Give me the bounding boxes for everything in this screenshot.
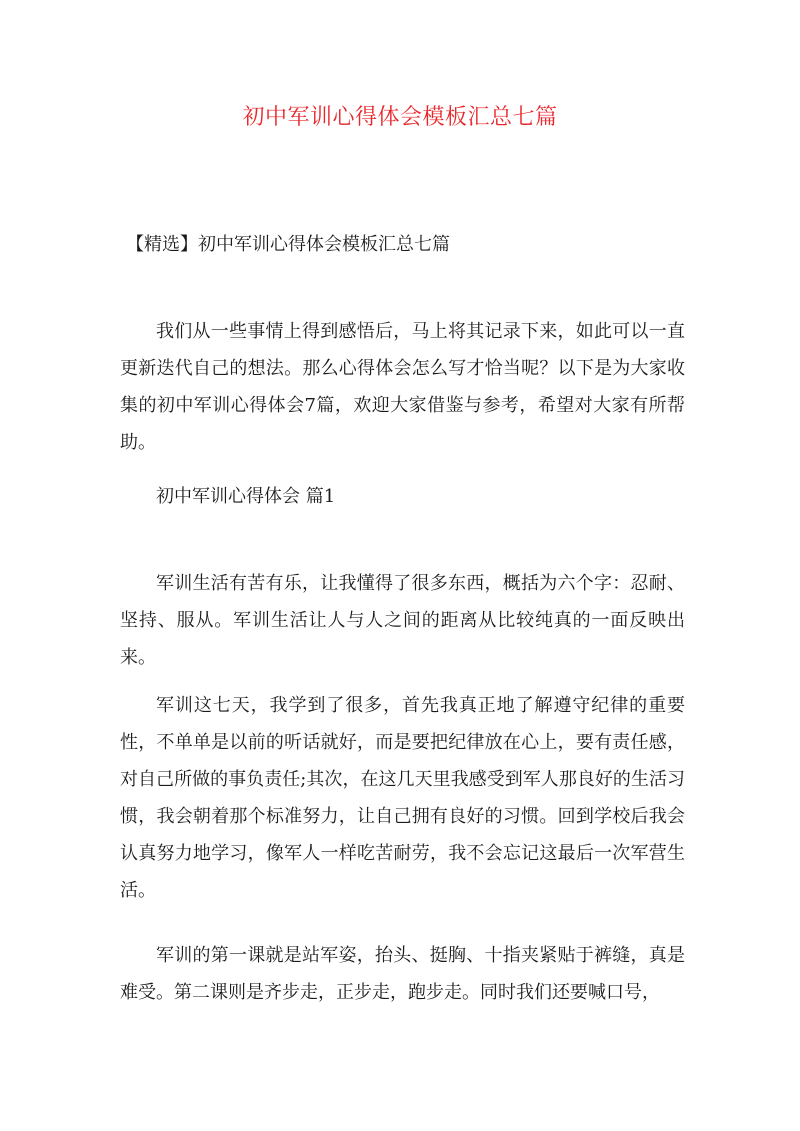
document-subtitle: 【精选】初中军训心得体会模板汇总七篇	[126, 234, 450, 255]
body-paragraph-1: 军训生活有苦有乐，让我懂得了很多东西，概括为六个字：忍耐、坚持、服从。军训生活让人与人之间的距离从比较纯真的一面反映出来。	[120, 573, 685, 668]
body-paragraph-2: 军训这七天，我学到了很多，首先我真正地了解遵守纪律的重要性，不单单是以前的听话就好，而是要把纪律放在心上，要有责任感，对自己所做的事负责任;其次，在这几天里我感受到军人那良好的生活习惯，我会朝着那个标准努力，让自己拥有良好的习惯。回到学校后我会认真努力地学习，像军人一样吃苦耐劳，我不会忘记这最后一次军营生活。	[120, 695, 685, 901]
section-heading: 初中军训心得体会 篇1	[156, 486, 336, 507]
document-title: 初中军训心得体会模板汇总七篇	[242, 105, 558, 130]
intro-paragraph: 我们从一些事情上得到感悟后，马上将其记录下来，如此可以一直更新迭代自己的想法。那么心得体会怎么写才恰当呢？以下是为大家收集的初中军训心得体会7篇，欢迎大家借鉴与参考，希望对大家有所帮助。	[120, 321, 685, 453]
body-paragraph-3: 军训的第一课就是站军姿，抬头、挺胸、十指夹紧贴于裤缝，真是难受。第二课则是齐步走，正步走，跑步走。同时我们还要喊口号，	[120, 945, 685, 1003]
